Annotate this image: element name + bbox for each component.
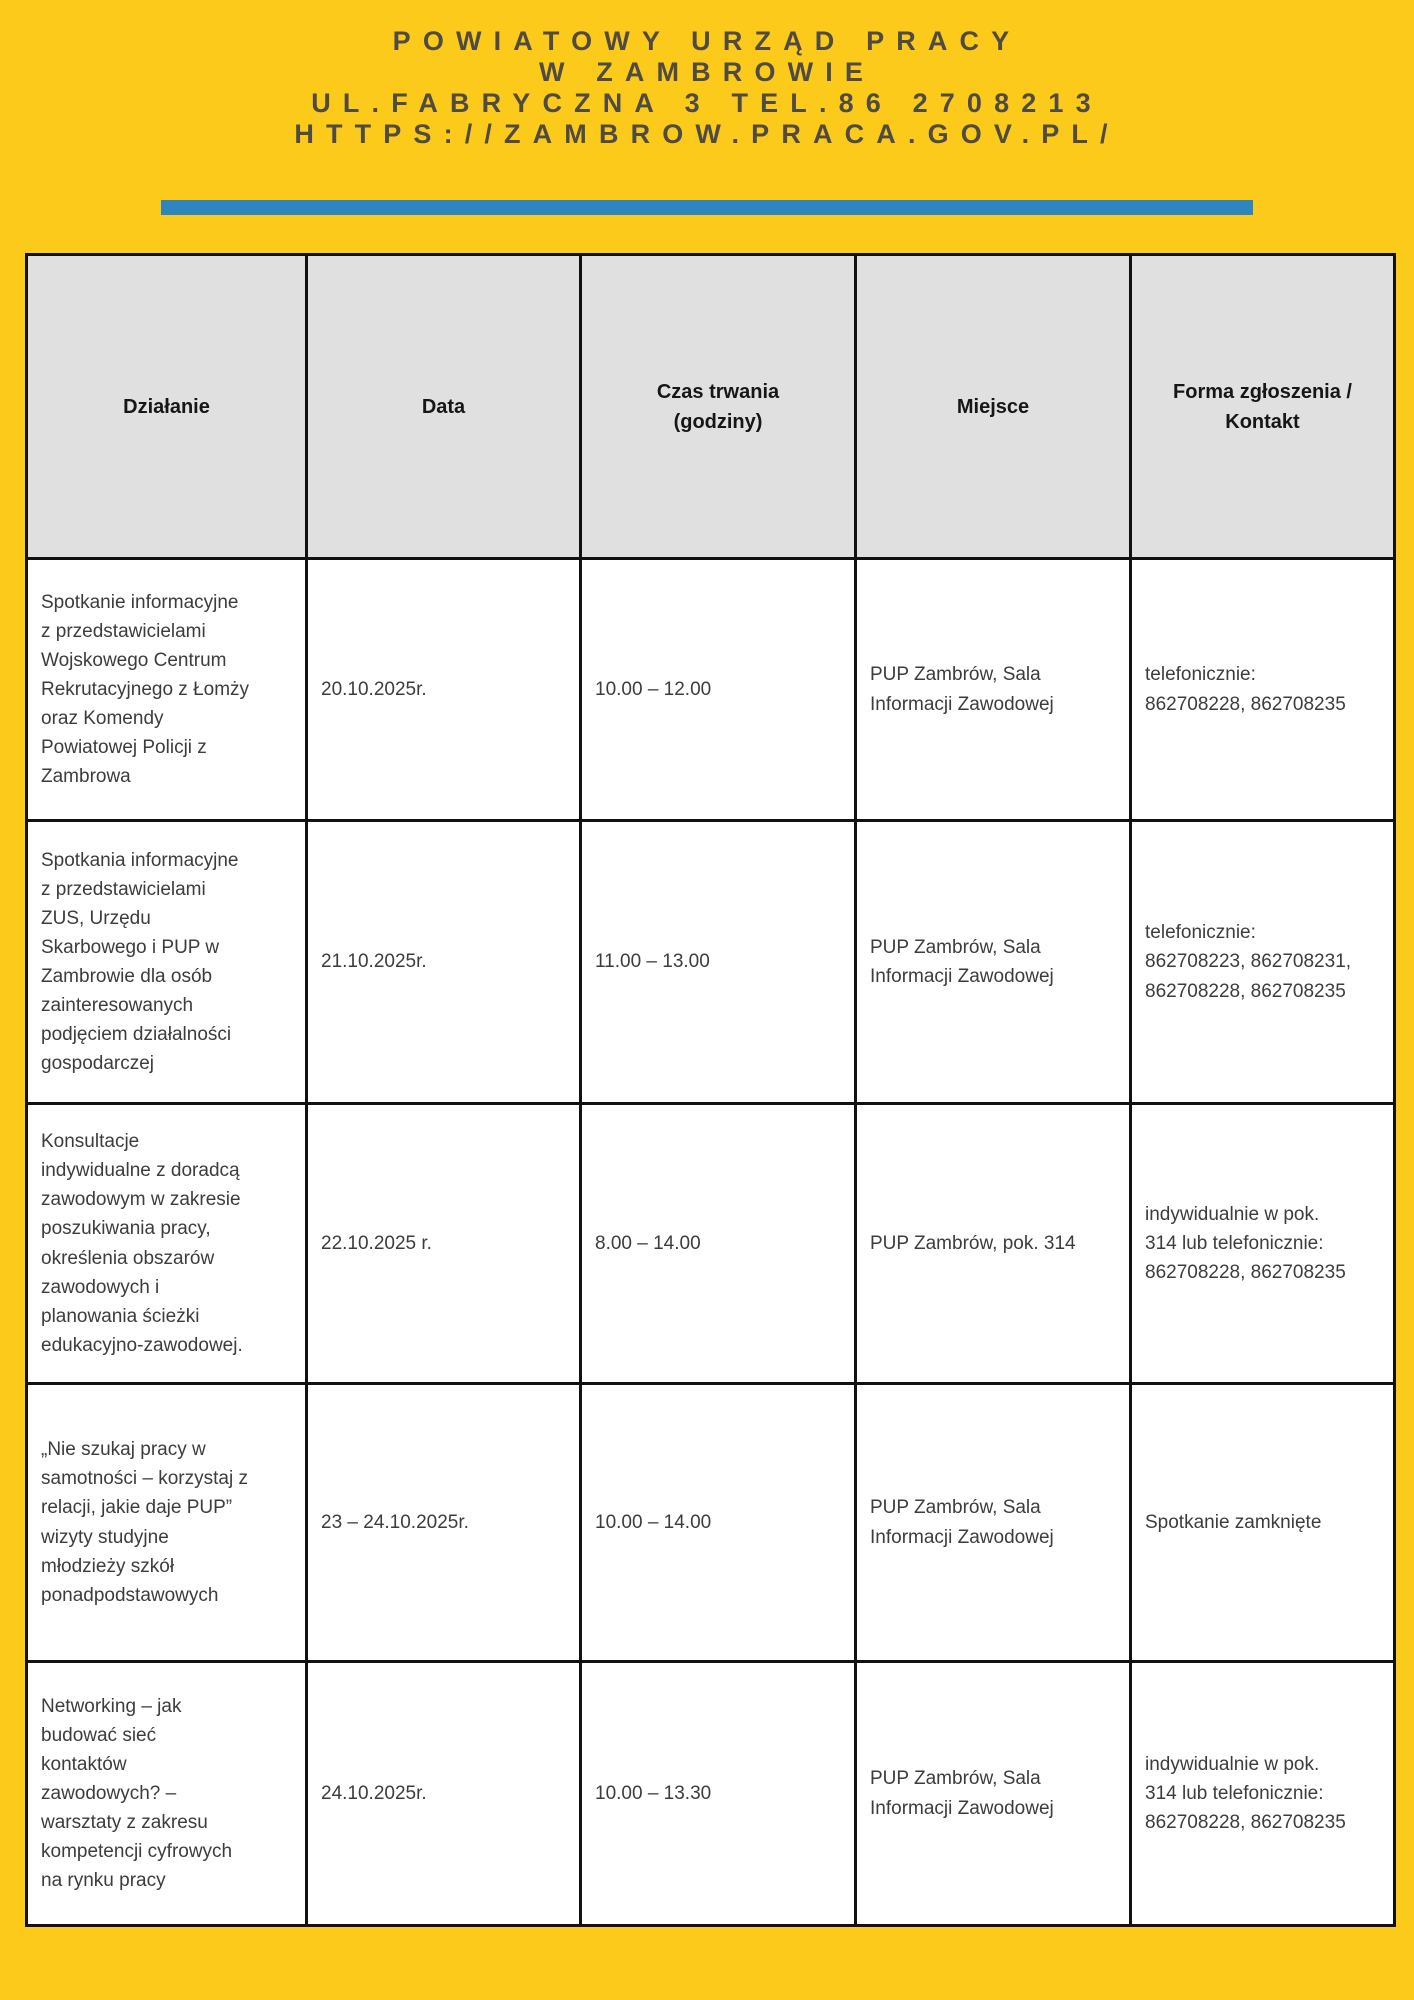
cell-dzialanie: Konsultacje indywidualne z doradcą zawodowym w zakresie poszukiwania pracy, określenia obszarów zawodowych i planowania ścieżki edukacyjno-zawodowej. [27,1104,307,1384]
document-header [0,0,1414,215]
cell-dzialanie: Networking – jak budować sieć kontaktów zawodowych? – warsztaty z zakresu kompetencji cyfrowych na rynku pracy [27,1662,307,1926]
cell-czas: 11.00 – 13.00 [581,821,856,1104]
col-header-miejsce: Miejsce [856,255,1131,559]
col-header-forma-zgloszenia: Forma zgłoszenia / Kontakt [1131,255,1395,559]
website-line: HTTPS://ZAMBROW.PRACA.GOV.PL/ [294,119,1120,149]
cell-data: 22.10.2025 r. [307,1104,581,1384]
header-divider [161,200,1253,215]
table-row-1 [27,559,1395,821]
cell-dzialanie: Spotkanie informacyjne z przedstawicielami Wojskowego Centrum Rekrutacyjnego z Łomży oraz Komendy Powiatowej Policji z Zambrowa [27,559,307,821]
cell-miejsce: PUP Zambrów, Sala Informacji Zawodowej [856,1662,1131,1926]
cell-czas: 10.00 – 14.00 [581,1384,856,1662]
cell-data: 23 – 24.10.2025r. [307,1384,581,1662]
cell-czas: 10.00 – 13.30 [581,1662,856,1926]
cell-forma: telefonicznie: 862708223, 862708231, 862708228, 862708235 [1131,821,1395,1104]
cell-miejsce: PUP Zambrów, pok. 314 [856,1104,1131,1384]
cell-miejsce: PUP Zambrów, Sala Informacji Zawodowej [856,821,1131,1104]
table-row-5 [27,1662,1395,1926]
table-row-2 [27,821,1395,1104]
cell-forma: telefonicznie: 862708228, 862708235 [1131,559,1395,821]
org-name-line-2: W ZAMBROWIE [538,57,876,87]
col-header-czas-trwania: Czas trwania (godziny) [581,255,856,559]
cell-dzialanie: „Nie szukaj pracy w samotności – korzystaj z relacji, jakie daje PUP” wizyty studyjne młodzieży szkół ponadpodstawowych [27,1384,307,1662]
org-name-line-1: POWIATOWY URZĄD PRACY [392,26,1022,56]
table-row-3 [27,1104,1395,1384]
cell-data: 24.10.2025r. [307,1662,581,1926]
table-header-row [27,255,1395,559]
cell-miejsce: PUP Zambrów, Sala Informacji Zawodowej [856,1384,1131,1662]
cell-data: 21.10.2025r. [307,821,581,1104]
table-row-4 [27,1384,1395,1662]
cell-data: 20.10.2025r. [307,559,581,821]
cell-miejsce: PUP Zambrów, Sala Informacji Zawodowej [856,559,1131,821]
events-table [25,253,1396,1927]
cell-forma: indywidualnie w pok. 314 lub telefonicznie: 862708228, 862708235 [1131,1662,1395,1926]
address-phone-line: UL.FABRYCZNA 3 TEL.86 2708213 [311,88,1103,118]
cell-czas: 8.00 – 14.00 [581,1104,856,1384]
cell-forma: Spotkanie zamknięte [1131,1384,1395,1662]
cell-forma: indywidualnie w pok. 314 lub telefonicznie: 862708228, 862708235 [1131,1104,1395,1384]
col-header-data: Data [307,255,581,559]
cell-czas: 10.00 – 12.00 [581,559,856,821]
col-header-dzialanie: Działanie [27,255,307,559]
cell-dzialanie: Spotkania informacyjne z przedstawicielami ZUS, Urzędu Skarbowego i PUP w Zambrowie dla osób zainteresowanych podjęciem działalności gospodarczej [27,821,307,1104]
